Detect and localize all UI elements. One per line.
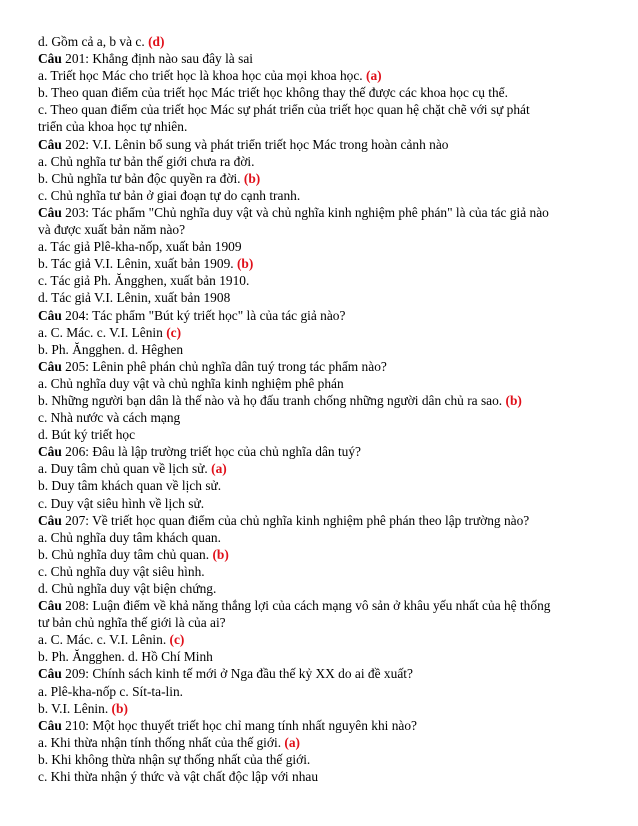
question-label: Câu bbox=[38, 666, 62, 682]
line-text: d. Chủ nghĩa duy vật biện chứng. bbox=[38, 581, 217, 596]
line-text: tư bản chủ nghĩa thế giới là của ai? bbox=[38, 615, 226, 631]
text-line bbox=[38, 392, 618, 409]
line-text: b. Theo quan điểm của triết học Mác triết học không thay thế được các khoa học cụ thể. bbox=[38, 85, 508, 101]
line-text: 201: Khẳng định nào sau đây là sai bbox=[61, 51, 253, 67]
text-line bbox=[38, 495, 618, 512]
line-text: b. Duy tâm khách quan về lịch sử. bbox=[38, 478, 222, 494]
answer-marker: (b) bbox=[505, 392, 522, 408]
line-text: b. Chủ nghĩa duy tâm chủ quan. bbox=[38, 546, 213, 562]
line-text: b. V.I. Lênin. bbox=[38, 700, 112, 716]
line-text: a. C. Mác. c. V.I. Lênin. bbox=[38, 632, 170, 648]
text-line bbox=[38, 546, 618, 563]
answer-marker: (b) bbox=[212, 546, 229, 562]
text-line bbox=[38, 341, 618, 358]
line-text: c. Chủ nghĩa tư bản ở giai đoạn tự do cạnh tranh. bbox=[38, 187, 301, 203]
line-text: b. Ph. Ăngghen. d. Hồ Chí Minh bbox=[38, 649, 213, 665]
line-text: b. Chủ nghĩa tư bản độc quyền ra đời. bbox=[38, 170, 244, 186]
text-line bbox=[38, 580, 618, 597]
line-text: 207: Về triết học quan điểm của chủ nghĩa kinh nghiệm phê phán theo lập trường nào? bbox=[61, 512, 530, 528]
line-text: b. Khi không thừa nhận sự thống nhất của thế giới. bbox=[38, 751, 311, 767]
text-line bbox=[38, 101, 618, 118]
answer-marker: (c) bbox=[166, 324, 182, 340]
line-text: 209: Chính sách kinh tế mới ở Nga đầu thế kỷ XX do ai đề xuất? bbox=[61, 666, 413, 682]
question-label: Câu bbox=[38, 358, 62, 374]
text-line bbox=[38, 751, 618, 768]
text-line bbox=[38, 153, 618, 170]
answer-marker: (a) bbox=[365, 68, 382, 84]
text-line bbox=[38, 648, 618, 665]
question-line bbox=[38, 358, 618, 375]
answer-marker: (c) bbox=[169, 632, 185, 648]
text-line bbox=[38, 289, 618, 306]
line-text: 206: Đâu là lập trường triết học của chủ nghĩa dân tuý? bbox=[61, 444, 361, 460]
text-line bbox=[38, 84, 618, 101]
answer-marker: (b) bbox=[111, 700, 128, 716]
line-text: 203: Tác phẩm "Chủ nghĩa duy vật và chủ nghĩa kinh nghiệm phê phán" là của tác giả nào bbox=[61, 204, 549, 220]
line-text: 205: Lênin phê phán chủ nghĩa dân tuý trong tác phẩm nào? bbox=[61, 358, 387, 374]
question-line bbox=[38, 136, 618, 153]
text-line bbox=[38, 255, 618, 272]
question-label: Câu bbox=[38, 204, 62, 220]
text-line bbox=[38, 375, 618, 392]
question-line bbox=[38, 597, 618, 614]
line-text: 208: Luận điểm về khả năng thắng lợi của cách mạng vô sản ở khâu yếu nhất của hệ thống bbox=[61, 598, 551, 614]
line-text: 204: Tác phẩm "Bút ký triết học" là của tác giả nào? bbox=[61, 307, 346, 323]
question-label: Câu bbox=[38, 136, 62, 152]
text-line bbox=[38, 67, 618, 84]
text-line bbox=[38, 324, 618, 341]
question-label: Câu bbox=[38, 51, 62, 67]
line-text: a. Chủ nghĩa duy tâm khách quan. bbox=[38, 529, 221, 545]
text-line bbox=[38, 409, 618, 426]
text-line bbox=[38, 768, 618, 785]
text-line bbox=[38, 272, 618, 289]
line-text: a. Khi thừa nhận tính thống nhất của thế giới. bbox=[38, 734, 285, 750]
question-line bbox=[38, 307, 618, 324]
question-label: Câu bbox=[38, 717, 62, 733]
line-text: triển của khoa học tự nhiên. bbox=[38, 119, 188, 135]
answer-marker: (b) bbox=[236, 256, 254, 272]
line-text: a. Chủ nghĩa tư bản thế giới chưa ra đời. bbox=[38, 153, 255, 169]
line-text: a. Triết học Mác cho triết học là khoa học của mọi khoa học. bbox=[38, 68, 366, 84]
text-line bbox=[38, 426, 618, 443]
text-line bbox=[38, 170, 618, 187]
text-line bbox=[38, 529, 618, 546]
line-text: a. C. Mác. c. V.I. Lênin bbox=[38, 324, 167, 340]
text-line bbox=[38, 614, 618, 631]
text-line bbox=[38, 631, 618, 648]
question-line bbox=[38, 50, 618, 67]
line-text: b. Những người bạn dân là thế nào và họ đấu tranh chống những người dân chủ ra sao. bbox=[38, 392, 506, 408]
line-text: và được xuất bản năm nào? bbox=[38, 222, 186, 238]
line-text: a. Chủ nghĩa duy vật và chủ nghĩa kinh nghiệm phê phán bbox=[38, 375, 344, 391]
line-text: c. Duy vật siêu hình về lịch sử. bbox=[38, 495, 205, 511]
text-line bbox=[38, 700, 618, 717]
text-line bbox=[38, 187, 618, 204]
answer-marker: (a) bbox=[211, 461, 227, 477]
line-text: 202: V.I. Lênin bổ sung và phát triển triết học Mác trong hoàn cảnh nào bbox=[61, 136, 449, 152]
question-label: Câu bbox=[38, 444, 62, 460]
line-text: c. Tác giả Ph. Ăngghen, xuất bản 1910. bbox=[38, 273, 250, 289]
line-text: a. Plê-kha-nốp c. Sít-ta-lin. bbox=[38, 683, 184, 699]
line-text: c. Theo quan điểm của triết học Mác sự phát triển của triết học quan hệ chặt chẽ với sự phát bbox=[38, 102, 530, 118]
question-line bbox=[38, 204, 618, 221]
question-line bbox=[38, 443, 618, 460]
answer-marker: (b) bbox=[243, 170, 261, 186]
text-line bbox=[38, 734, 618, 751]
line-text: 210: Một học thuyết triết học chỉ mang tính nhất nguyên khi nào? bbox=[61, 717, 417, 733]
answer-marker: (d) bbox=[148, 34, 165, 49]
answer-marker: (a) bbox=[284, 734, 301, 750]
question-line bbox=[38, 665, 618, 682]
line-text: a. Tác giả Plê-kha-nốp, xuất bản 1909 bbox=[38, 239, 242, 255]
text-line bbox=[38, 683, 618, 700]
question-label: Câu bbox=[38, 307, 62, 323]
line-text: b. Ph. Ăngghen. d. Hêghen bbox=[38, 341, 184, 357]
text-line bbox=[38, 460, 618, 477]
text-line bbox=[38, 221, 618, 238]
text-line bbox=[38, 33, 618, 50]
line-text: c. Chủ nghĩa duy vật siêu hình. bbox=[38, 563, 205, 579]
question-label: Câu bbox=[38, 512, 62, 528]
line-text: d. Gồm cả a, b và c. bbox=[38, 34, 149, 49]
question-label: Câu bbox=[38, 598, 62, 614]
line-text: d. Bút ký triết học bbox=[38, 427, 136, 443]
text-line bbox=[38, 238, 618, 255]
text-line bbox=[38, 477, 618, 494]
line-text: d. Tác giả V.I. Lênin, xuất bản 1908 bbox=[38, 290, 231, 306]
line-text: c. Khi thừa nhận ý thức và vật chất độc lập với nhau bbox=[38, 769, 319, 785]
line-text: a. Duy tâm chủ quan về lịch sử. bbox=[38, 461, 212, 477]
text-line bbox=[38, 118, 618, 135]
line-text: c. Nhà nước và cách mạng bbox=[38, 410, 181, 426]
text-line bbox=[38, 563, 618, 580]
question-line bbox=[38, 717, 618, 734]
line-text: b. Tác giả V.I. Lênin, xuất bản 1909. bbox=[38, 256, 237, 272]
question-line bbox=[38, 512, 618, 529]
